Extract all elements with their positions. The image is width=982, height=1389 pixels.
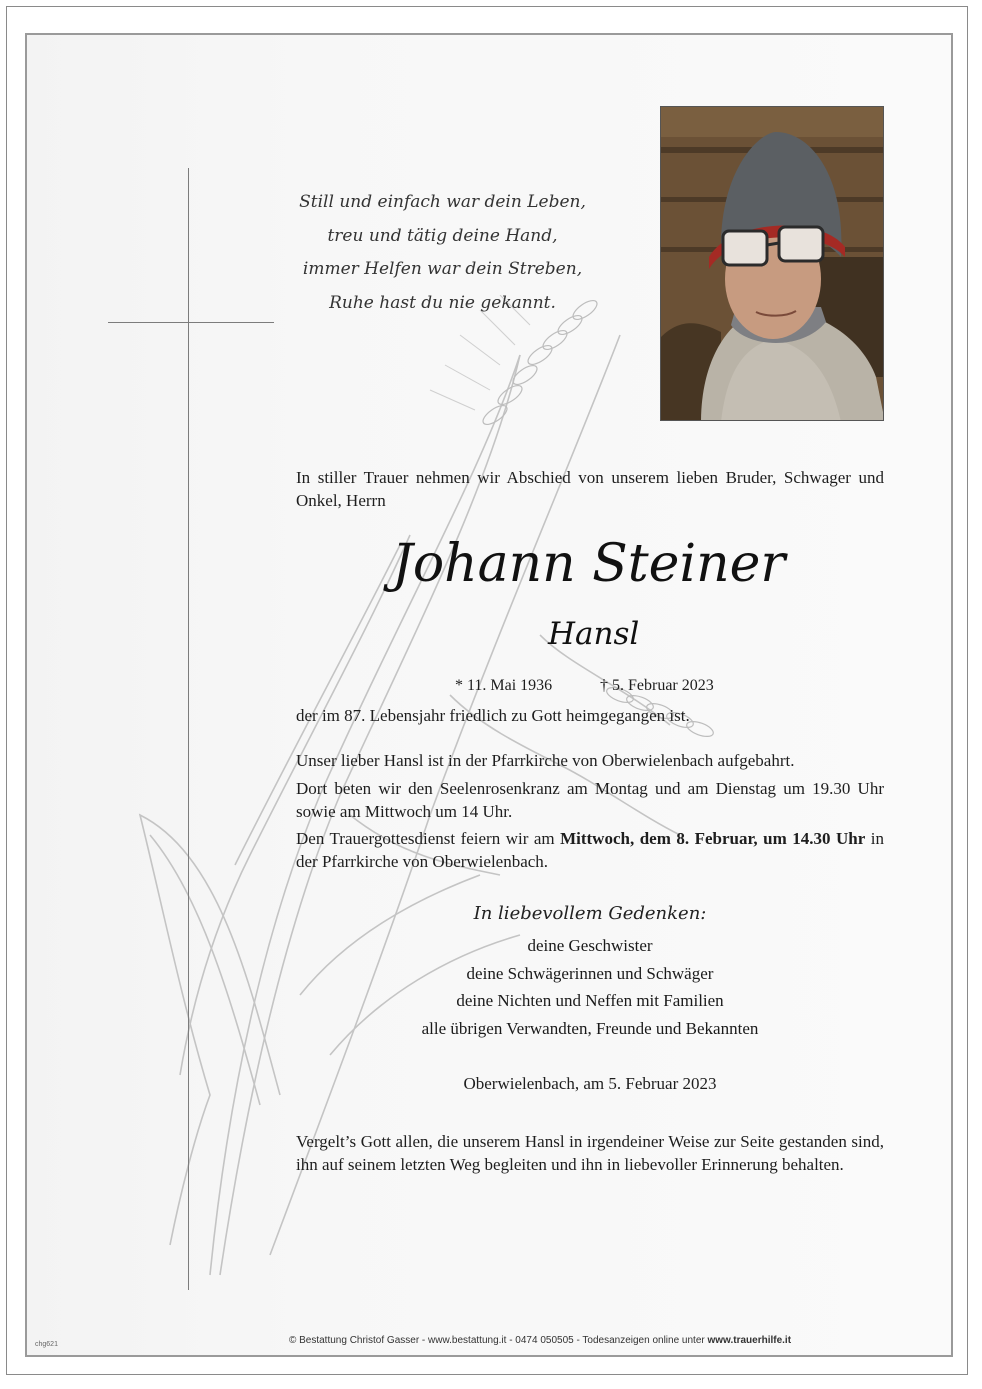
mourner-line: deine Geschwister bbox=[527, 936, 653, 955]
mourner-line: alle übrigen Verwandten, Freunde und Bekannten bbox=[421, 1018, 759, 1038]
intro-text: In stiller Trauer nehmen wir Abschied von unserem lieben Bruder, Schwager und Onkel, Herrn bbox=[296, 468, 884, 510]
death-date: † 5. Februar 2023 bbox=[600, 677, 714, 694]
birth-date: * 11. Mai 1936 bbox=[455, 677, 553, 694]
deceased-name: Johann Steiner bbox=[392, 534, 786, 594]
cross-horizontal-line bbox=[108, 322, 274, 323]
cross-vertical-line bbox=[188, 168, 189, 1290]
poem-line: treu und tätig deine Hand, bbox=[327, 225, 558, 246]
portrait-photo bbox=[660, 106, 884, 421]
footer-link[interactable]: www.trauerhilfe.it bbox=[707, 1335, 792, 1346]
poem-line: immer Helfen war dein Streben, bbox=[302, 259, 583, 279]
thanks-text: Vergelt’s Gott allen, die unserem Hansl in irgendeiner Weise zur Seite gestanden sind, ihn auf seinem letzten Weg begleiten und ihn in liebevoller Erinnerung behalten. bbox=[296, 1132, 884, 1174]
poem bbox=[295, 186, 590, 320]
funeral-info bbox=[296, 828, 884, 873]
poem-line: Still und einfach war dein Leben, bbox=[299, 192, 586, 212]
mourner-line: deine Nichten und Neffen mit Familien bbox=[456, 991, 724, 1010]
funeral-prefix: Den Trauergottesdienst feiern wir am bbox=[296, 829, 561, 848]
age-statement: der im 87. Lebensjahr friedlich zu Gott heimgegangen ist. bbox=[296, 706, 690, 725]
template-code: chg621 bbox=[35, 1341, 58, 1348]
place-and-date: Oberwielenbach, am 5. Februar 2023 bbox=[463, 1074, 717, 1093]
funeral-suffix: in der Pfarrkirche von Oberwielenbach. bbox=[296, 829, 884, 871]
laying-out-info: Unser lieber Hansl ist in der Pfarrkirche von Oberwielenbach aufgebahrt. bbox=[296, 751, 795, 770]
mourners-list bbox=[296, 932, 884, 1042]
mourners-heading: In liebevollem Gedenken: bbox=[473, 903, 707, 924]
poem-line: Ruhe hast du nie gekannt. bbox=[329, 292, 556, 313]
footer-text: © Bestattung Christof Gasser - www.bestattung.it - 0474 050505 - Todesanzeigen online unter bbox=[288, 1335, 708, 1346]
footer-credits bbox=[190, 1335, 890, 1346]
funeral-datetime: Mittwoch, dem 8. Februar, um 14.30 Uhr bbox=[560, 829, 866, 848]
deceased-nickname: Hansl bbox=[548, 616, 640, 652]
rosary-info: Dort beten wir den Seelenrosenkranz am Montag und am Dienstag um 19.30 Uhr sowie am Mittwoch um 14 Uhr. bbox=[296, 779, 884, 821]
mourner-line: deine Schwägerinnen und Schwäger bbox=[466, 963, 714, 983]
